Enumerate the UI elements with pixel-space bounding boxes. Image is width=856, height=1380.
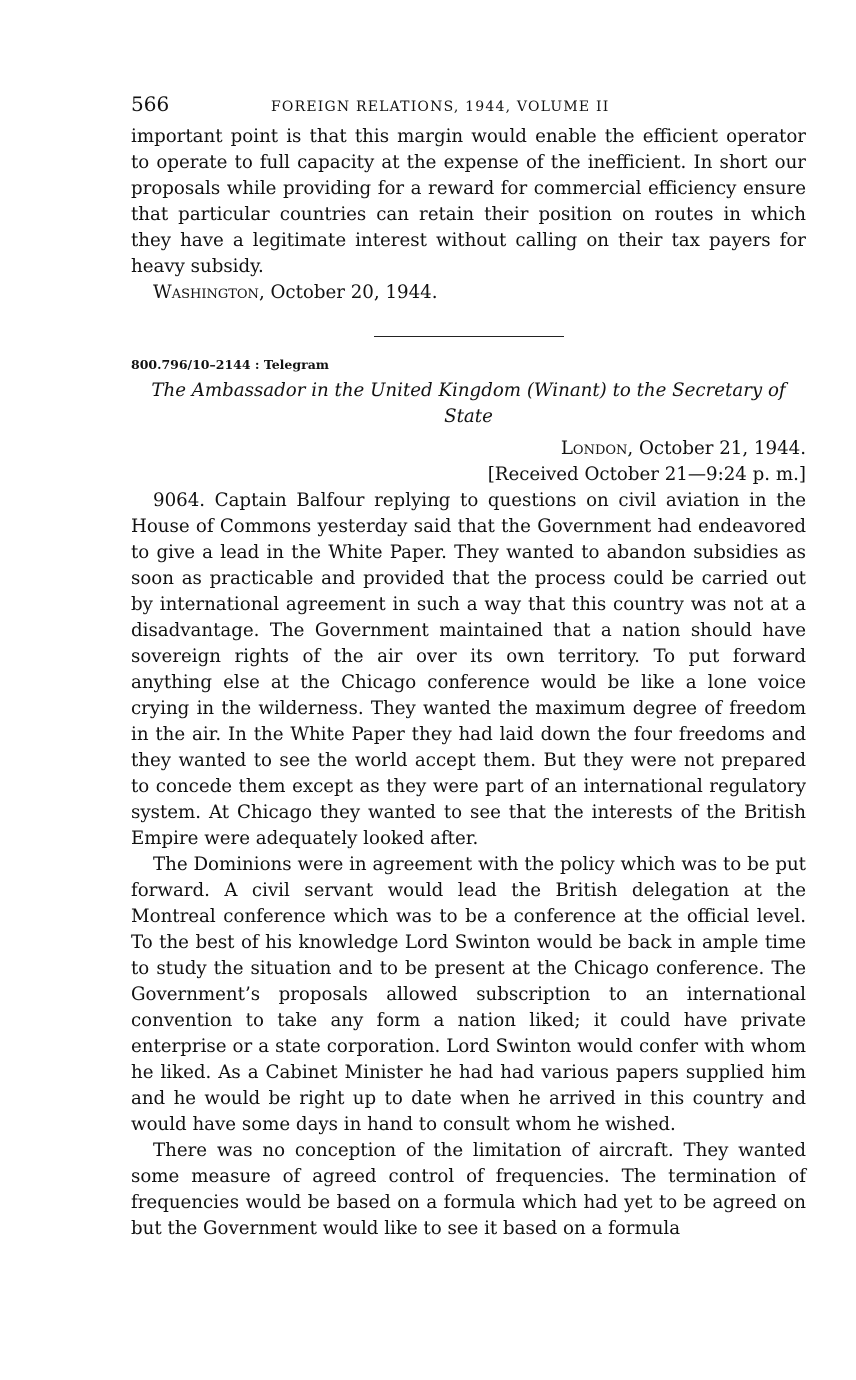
- running-header: [131, 92, 806, 124]
- prior-date: , October 20, 1944.: [258, 282, 438, 303]
- dateline: [131, 436, 806, 462]
- received-line: [Received October 21—9:24 p. m.]: [487, 464, 806, 485]
- document-title: The Ambassador in the United Kingdom (Winant) to the Secretary of State: [151, 380, 786, 427]
- page-number: 566: [131, 92, 170, 116]
- section-divider: [374, 336, 564, 337]
- body-paragraph: 9064. Captain Balfour replying to questions on civil aviation in the House of Commons yesterday said that the Government had endeavored to give a lead in the White Paper. They wanted to abandon subsidies as soon as practicable and provided that the process could be carried out by international agreement in such a way that this country was not at a disadvantage. The Government maintained that a nation should have sovereign rights of the air over its own territory. To put forward anything else at the Chicago conference would be like a lone voice crying in the wilderness. They wanted the maximum degree of freedom in the air. In the White Paper they had laid down the four freedoms and they wanted to see the world accept them. But they were not prepared to concede them except as they were part of an international regulatory system. At Chicago they wanted to see that the interests of the British Empire were adequately looked after.: [131, 490, 806, 849]
- continued-paragraph: important point is that this margin would enable the efficient operator to operate to full capacity at the expense of the inefficient. In short our proposals while providing for a reward for commercial efficiency ensure that particular countries can retain their position on routes in which they have a legitimate interest without calling on their tax payers for heavy subsidy.: [131, 126, 806, 277]
- body-paragraph: The Dominions were in agreement with the policy which was to be put forward. A civil servant would lead the British delegation at the Montreal conference which was to be a conference at the official level. To the best of his knowledge Lord Swinton would be back in ample time to study the situation and to be present at the Chicago conference. The Government’s proposals allowed subscription to an international convention to take any form a nation liked; it could have private enterprise or a state corporation. Lord Swinton would confer with whom he liked. As a Cabinet Minister he had had various papers supplied him and he would be right up to date when he arrived in this country and would have some days in hand to consult whom he wished.: [131, 854, 806, 1135]
- file-reference: 800.796/10–2144 : Telegram: [131, 357, 330, 372]
- prior-place: Washington: [153, 282, 259, 303]
- body-paragraph: There was no conception of the limitation of aircraft. They wanted some measure of agreed control of frequencies. The termination of frequencies would be based on a formula which had yet to be agreed on but the Government would like to see it based on a formula: [131, 1140, 806, 1239]
- running-title: FOREIGN RELATIONS, 1944, VOLUME II: [271, 99, 610, 115]
- prior-dateline: [131, 280, 806, 306]
- dateline-place: London: [560, 438, 628, 459]
- dateline-date: , October 21, 1944.: [627, 438, 806, 459]
- page: [131, 92, 806, 1242]
